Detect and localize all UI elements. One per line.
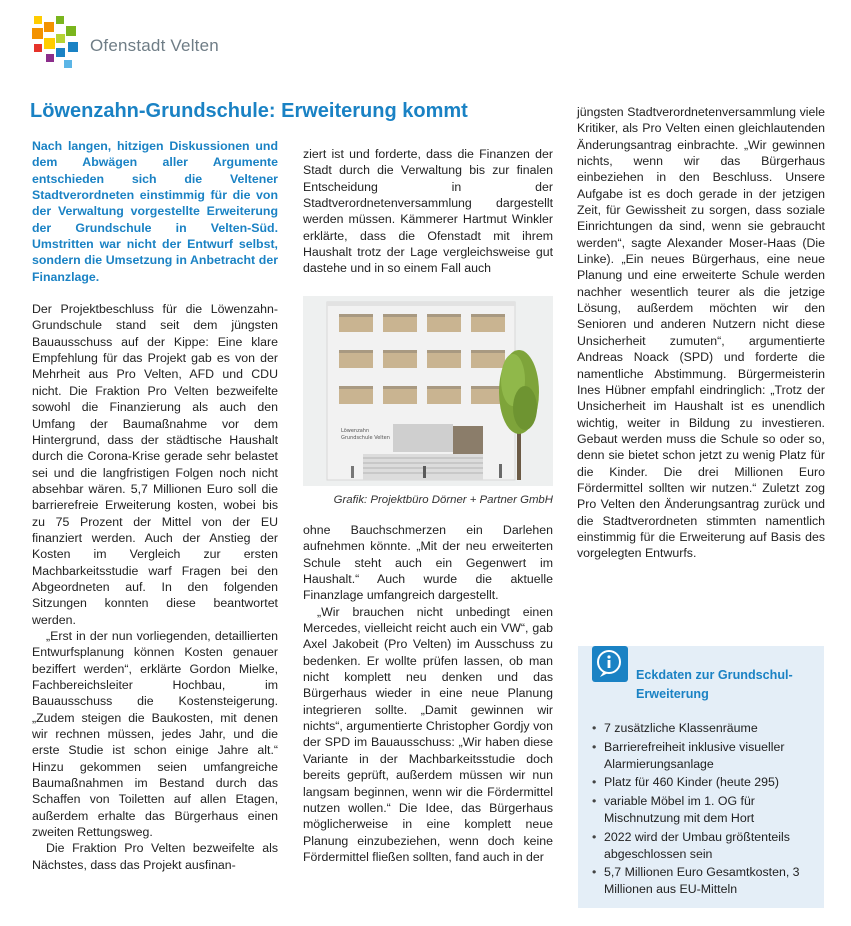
article-paragraph: ziert ist und forderte, dass die Finanzen der Stadt durch die Verwaltung bis zur finalen Entscheidung in der Stadtverordnetenversammlung dargestellt werden müssen. Kämmerer Hartmut Winkler erklärte, dass die Ofenstadt mit ihrem Haushalt trotz der Lage vergleichsweise gut dastehe und in so einem Fall auch <box>303 147 553 276</box>
article-paragraph: „Wir brauchen nicht unbedingt einen Mercedes, vielleicht reicht auch ein VW“, gab Axel Jakobeit (Pro Velten) im Ausschuss zu bedenken. Er wollte prüfen lassen, ob man nicht komplett neu denken und das Bürgerhaus wieder in eine neue Planung integrieren sollte. „Damit gewinnen wir nichts“, argumentierte Christopher Gordjy von der SPD im Bauausschuss: „Wir haben diese Variante in der Machbarkeitsstudie doch bereits geprüft, außerdem müssen wir nun langsam beginnen, wenn wir die Fördermittel nutzen wollen.“ Die Idee, das Bürgerhaus möglicherweise in eine komplett neue Planung einzubeziehen, wenn doch keine Fördermittel fließen sollten, fand auch in der <box>303 604 553 864</box>
article-column-3 <box>577 104 825 562</box>
key-facts-list <box>590 720 818 900</box>
school-building-rendering <box>303 296 553 486</box>
logo-mark-icon <box>30 14 82 70</box>
key-fact-item: • 7 zusätzliche Klassenräume <box>590 720 818 737</box>
key-fact-item: • 5,7 Millionen Euro Gesamtkosten, 3 Millionen aus EU-Mitteln <box>590 864 818 898</box>
key-fact-item: • variable Möbel im 1. OG für Mischnutzung mit dem Hort <box>590 793 818 827</box>
article-paragraph: Der Projektbeschluss für die Löwenzahn-Grundschule stand seit dem jüngsten Bauausschuss auf der Kippe: Eine klare Empfehlung für das Projekt gab es von der Mehrheit aus Pro Velten, AFD und CDU nicht. Die Fraktion Pro Velten bezweifelte sowohl die Finanzierung als auch den Umfang der Baumaßnahme vor dem Hintergrund, dass der städtische Haushalt durch die Corona-Krise gerade sehr belastet sei und die langfristigen Folgen noch nicht absehbar wären. 5,7 Millionen Euro soll die barrierefreie Erweiterung kosten, wobei bis zu 75 Prozent der Mittel von der EU finanziert werden. Auch der Anstieg der Kosten im Vergleich zur ersten Machbarkeitsstudie warf Fragen bei den Abgeordneten auf. In den folgenden Sitzungen konnten diese beantwortet werden. <box>32 302 278 627</box>
key-fact-item: • Barrierefreiheit inklusive visueller Alarmierungsanlage <box>590 739 818 773</box>
article-column-2-bottom <box>303 522 553 865</box>
svg-text:Löwenzahn: Löwenzahn <box>341 428 370 434</box>
article-lead: Nach langen, hitzigen Diskussionen und dem Abwägen aller Argumente entschieden sich die Veltener Stadtverordneten einstimmig für die von der Verwaltung vorgestellte Erweiterung der Grundschule in Velten-Süd. Umstritten war nicht der Entwurf selbst, sondern die Umsetzung in Anbetracht der Finanzlage. <box>32 139 278 284</box>
article-paragraph: jüngsten Stadtverordnetenversammlung viele Kritiker, als Pro Velten einen gleichlautenden Änderungsantrag einbrachte. „Wir gewinnen nichts, wenn wir das Bürgerhaus einbeziehen in den Beschluss. Unsere Aufgabe ist es doch gerade in der jetzigen Zeit, für Gewissheit zu sorgen, dass soziale Einrichtungen da sind, wenn sie gebraucht werden“, sagte Alexander Moser-Haas (Die Linke). „Ein neues Bürgerhaus, eine neue Planung und eine erweiterte Schule werden nachher wesentlich teurer als die jetzige Lösung, außerdem möchten wir den Senioren und anderen Nutzern nicht diese Unsicherheit zumuten“, argumentierte Andreas Noack (SPD) und forderte die namentliche Abstimmung. Bürgermeisterin Ines Hübner empfahl eindringlich: „Trotz der Unsicherheit im Haushalt ist es unendlich wichtig, weiter in Bildung zu investieren. Gebaut werden muss die Schule so oder so, denn sie bietet schon jetzt zu wenig Platz für die Kinder. Die drei Millionen Euro Fördermittel sollten wir nutzen.“ Zuletzt zog Pro Velten den Änderungsantrag zurück und die Stadtverordneten stimmten namentlich einstimmig für die Erweiterung auf Basis des vorgelegten Entwurfs. <box>577 105 825 561</box>
article-paragraph: Die Fraktion Pro Velten bezweifelte als Nächstes, dass das Projekt ausfinan- <box>32 841 278 872</box>
info-icon <box>592 646 628 682</box>
key-fact-item: • Platz für 460 Kinder (heute 295) <box>590 774 818 791</box>
article-headline: Löwenzahn-Grundschule: Erweiterung kommt <box>30 100 468 122</box>
key-facts-box <box>578 646 824 908</box>
brand-name: Ofenstadt Velten <box>90 36 219 55</box>
svg-text:Grundschule Velten: Grundschule Velten <box>341 435 390 441</box>
article-paragraph: ohne Bauchschmerzen ein Darlehen aufnehmen könnte. „Mit der neu erweiterten Schule steht auch ein Gegenwert im Haushalt.“ Auch wurde die aktuelle Finanzlage umfangreich dargestellt. <box>303 523 553 603</box>
key-facts-title: Eckdaten zur Grundschul-Erweiterung <box>636 668 793 701</box>
article-column-1 <box>32 138 278 873</box>
figure-caption: Grafik: Projektbüro Dörner + Partner GmbH <box>333 494 553 506</box>
article-column-2-top <box>303 146 553 277</box>
key-fact-item: • 2022 wird der Umbau größtenteils abgeschlossen sein <box>590 829 818 863</box>
article-paragraph: „Erst in der nun vorliegenden, detaillierten Entwurfsplanung können Kosten genauer beziffert werden“, erklärte Gordon Mielke, Fachbereichsleiter Hochbau, im Bauausschuss die Kostensteigerung. „Zudem steigen die Baukosten, mit denen wir rechnen müssen, jedes Jahr, und die erste Studie ist schon einige Jahre alt.“ Hinzu gekommen seien umfangreiche Baumaßnahmen im Bestand durch das Schaffen von Toiletten auf allen Etagen, außerdem erhalte das Bürgerhaus einen zweiten Rettungsweg. <box>32 628 278 840</box>
